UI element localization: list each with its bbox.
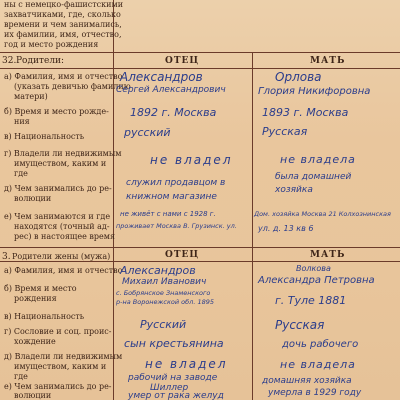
field-label: е) Чем занимались до ре- [4,382,112,391]
father-nationality: русский [124,126,171,139]
field-label: а) Фамилия, имя и отчество [4,266,123,275]
wife-mother-name: Александра Петровна [258,275,375,286]
wife-mother-now: умерла в 1929 году [268,388,362,398]
mother-now: ул. д. 13 кв 6 [258,224,314,233]
mother-name: Глория Никифоровна [258,86,371,97]
field-label: в) Национальность [4,132,85,141]
wife-mother-before-revolution: домашняя хозяйка [262,376,352,386]
section-number: 3. [2,252,11,262]
field-label: имуществом, каким и [14,362,107,371]
wife-father-nationality: Русский [140,318,187,331]
field-label: рес) в настоящее время [14,232,115,241]
father-now: проживает Москва В. Грузинск. ул. [116,222,237,230]
wife-mother-property: не владела [280,358,356,371]
column-divider [252,247,253,400]
field-label: волюции [14,194,52,203]
field-label: а) Фамилия, имя и отчество [4,72,123,81]
father-now: не живёт с нами с 1928 г. [120,210,216,218]
field-label: в) Национальность [4,312,85,321]
wife-mother-birth: г. Туле 1881 [275,294,347,307]
top-text-line: времени и чем занимались, [4,20,122,29]
father-property: не владел [150,153,233,167]
section-title: Родители: [16,56,65,66]
field-label: д) Владели ли недвижимым [4,352,123,361]
column-divider [252,52,253,247]
section-number: 32. [2,56,17,66]
column-header-father: ОТЕЦ [165,56,200,66]
top-text-line: захватчиками, где, сколько [4,10,121,19]
field-label: где [14,169,28,178]
mother-birth: 1893 г. Москва [262,106,349,119]
section-divider [0,52,400,53]
wife-mother-nationality: Русская [275,318,325,332]
top-text-line: ны с немецко-фашистскими [4,0,124,9]
field-label: волюции [14,391,52,400]
wife-father-now: умер от рака желуд [128,391,224,400]
wife-father-class: сын крестьянина [124,337,224,350]
father-surname: Александров [120,70,203,84]
mother-nationality: Русская [262,125,308,138]
top-text-line: год и место рождения [4,40,99,49]
mother-before-revolution: была домашней [275,172,352,182]
father-before-revolution: книжном магазине [126,192,217,202]
field-label: г) Сословие и соц. проис- [4,327,112,336]
column-header-father: ОТЕЦ [165,250,200,260]
field-label: б) Время и место [4,284,77,293]
wife-father-name: Михаил Иванович [122,277,207,287]
field-label: б) Время и место рожде- [4,107,109,116]
column-header-mother: МАТЬ [310,250,346,260]
father-birth: 1892 г. Москва [130,106,217,119]
wife-father-property: не владел [145,357,228,371]
mother-surname: Орлова [275,70,322,84]
wife-father-surname: Александров [120,264,196,277]
field-label: хождение [14,337,56,346]
column-header-mother: МАТЬ [310,56,346,66]
field-label: (указать девичью фамилию [14,82,131,91]
wife-father-birth: р-на Воронежской обл. 1895 [116,298,214,306]
field-label: находятся (точный ад- [14,222,110,231]
father-name: Сергей Александрович [116,85,226,95]
field-label: г) Владели ли недвижимым [4,149,122,158]
field-label: рождения [14,294,57,303]
field-label: е) Чем занимаются и где [4,212,111,221]
field-label: ния [14,117,30,126]
field-label: матери) [14,92,48,101]
wife-father-before-revolution: рабочий на заводе [128,373,218,383]
wife-mother-class: дочь рабочего [282,339,359,350]
section-divider [0,247,400,248]
mother-before-revolution: хозяйка [275,185,313,195]
wife-father-birth: с. Бобрянское Знаменского [116,289,211,297]
father-before-revolution: служил продавцом в [126,178,226,188]
wife-mother-surname: Волкова [296,264,331,273]
mother-property: не владела [280,153,356,166]
field-label: д) Чем занимались до ре- [4,184,112,193]
section-title: Родители жены (мужа) [12,252,111,261]
top-text-line: их фамилии, имя, отчество, [4,30,122,39]
field-label: имуществом, каким и [14,159,107,168]
wife-father-before-revolution: Шиллер [150,383,189,393]
field-label: где [14,372,28,381]
header-rule [0,68,400,69]
mother-now: Дом. хозяйка Москва 21 Колхознинская [254,210,391,218]
